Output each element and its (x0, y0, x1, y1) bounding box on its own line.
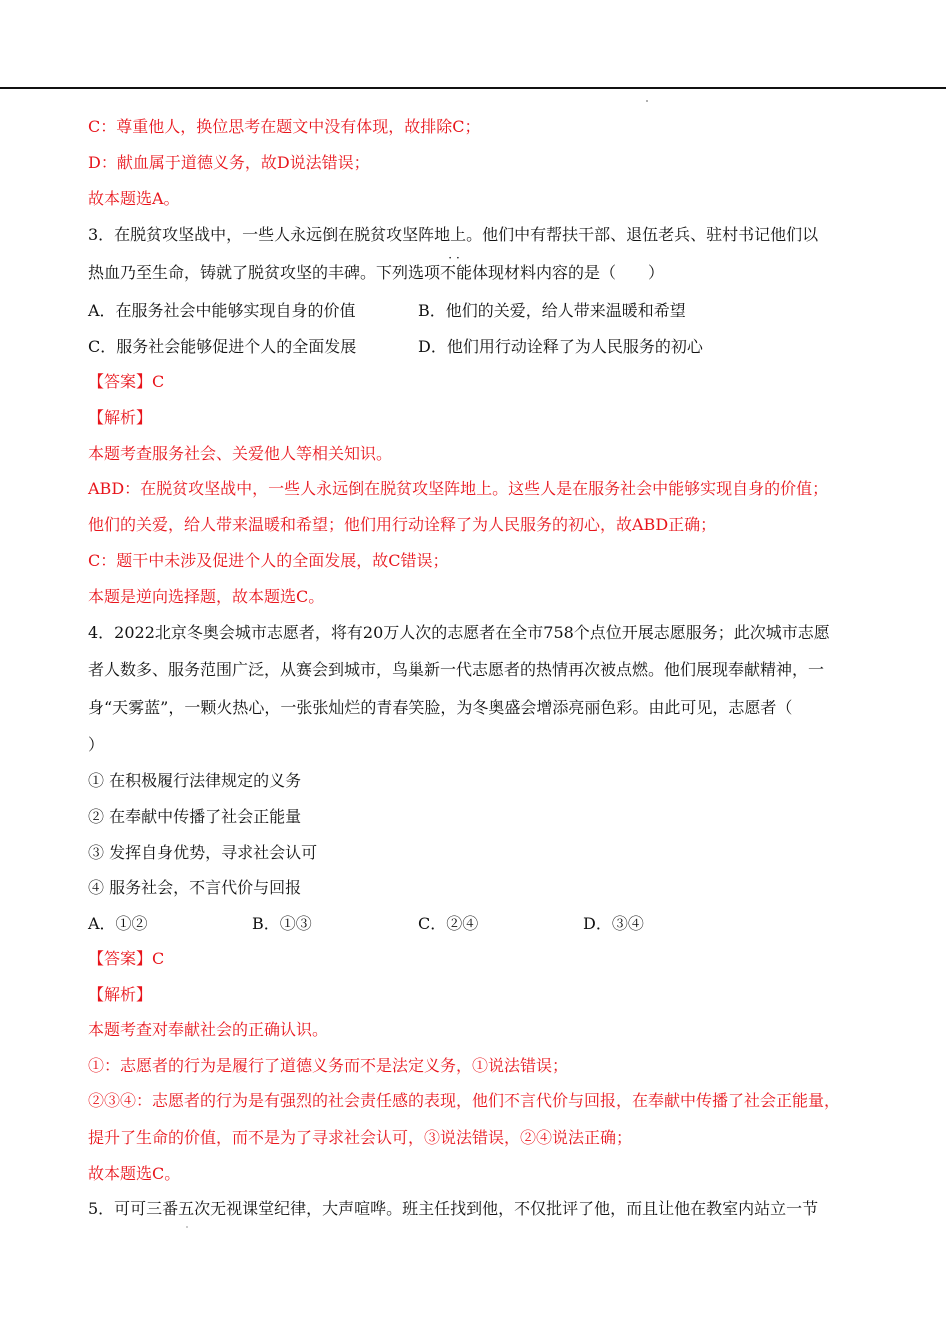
q4-option-c: C．②④ (418, 914, 479, 933)
q4-option-a: A．①② (88, 914, 148, 933)
q3-stem-line2 (88, 251, 665, 284)
q3-stem-line1: 3．在脱贫攻坚战中，一些人永远倒在脱贫攻坚阵地上。他们中有帮扶干部、退伍老兵、驻村书记他们以 (88, 225, 819, 244)
header-rule (0, 87, 946, 89)
q3-analysis-line: 本题考查服务社会、关爱他人等相关知识。 (88, 444, 393, 463)
q4-option-b: B．①③ (252, 914, 312, 933)
q3-answer: 【答案】C (88, 372, 165, 391)
q4-answer: 【答案】C (88, 949, 165, 968)
q3-option-b: B．他们的关爱，给人带来温暖和希望 (418, 301, 686, 320)
footer-dot (186, 1226, 188, 1228)
q4-stem-line: 者人数多、服务范围广泛，从赛会到城市，鸟巢新一代志愿者的热情再次被点燃。他们展现奉献精神，一 (88, 660, 825, 679)
q3-stem-after: 体现材料内容的是（ ） (472, 263, 665, 282)
q4-stem-line: 4．2022北京冬奥会城市志愿者，将有20万人次的志愿者在全市758个点位开展志愿服务；此次城市志愿 (88, 623, 830, 642)
q5-stem-line1: 5．可可三番五次无视课堂纪律，大声喧哗。班主任找到他，不仅批评了他，而且让他在教室内站立一节 (88, 1199, 819, 1218)
q3-analysis-line: 他们的关爱，给人带来温暖和希望；他们用行动诠释了为人民服务的初心，故ABD正确； (88, 515, 717, 534)
q3-analysis-line: C：题干中未涉及促进个人的全面发展，故C错误； (88, 551, 449, 570)
q3-analysis-line: 本题是逆向选择题，故本题选C。 (88, 587, 325, 606)
prev-conclusion: 故本题选A。 (88, 189, 180, 208)
q3-stem-before: 热血乃至生命，铸就了脱贫攻坚的丰碑。下列选项 (88, 263, 441, 282)
q3-option-a: A．在服务社会中能够实现自身的价值 (88, 301, 356, 320)
q4-analysis-line: ①：志愿者的行为是履行了道德义务而不是法定义务，①说法错误； (88, 1056, 569, 1075)
q3-emphasis-text: 不能 (440, 263, 473, 282)
q4-analysis-line: 本题考查对奉献社会的正确认识。 (88, 1020, 329, 1039)
prev-explanation-c: C：尊重他人，换位思考在题文中没有体现，故排除C； (88, 117, 481, 136)
q4-analysis-label: 【解析】 (88, 985, 153, 1004)
q3-emphasis (440, 251, 473, 284)
q4-stem-line: 身“天雾蓝”，一颗火热心，一张张灿烂的青春笑脸，为冬奥盛会增添亮丽色彩。由此可见，志愿者（ (88, 698, 793, 717)
q3-analysis-line: ABD：在脱贫攻坚战中，一些人永远倒在脱贫攻坚阵地上。这些人是在服务社会中能够实现自身的价值； (88, 479, 829, 498)
q4-statement: ② 在奉献中传播了社会正能量 (88, 807, 302, 826)
q3-option-c: C．服务社会能够促进个人的全面发展 (88, 337, 357, 356)
emphasis-dots: ·· (448, 251, 464, 265)
q4-analysis-line: 故本题选C。 (88, 1164, 181, 1183)
prev-explanation-d: D：献血属于道德义务，故D说法错误； (88, 153, 370, 172)
q4-analysis-line: 提升了生命的价值，而不是为了寻求社会认可，③说法错误，②④说法正确； (88, 1128, 633, 1147)
header-dot (646, 100, 648, 102)
q4-statement: ① 在积极履行法律规定的义务 (88, 771, 302, 790)
q3-analysis-label: 【解析】 (88, 408, 153, 427)
q4-statement: ④ 服务社会，不言代价与回报 (88, 878, 302, 897)
q4-stem-line: ） (88, 735, 105, 754)
q4-analysis-line: ②③④：志愿者的行为是有强烈的社会责任感的表现，他们不言代价与回报，在奉献中传播了社会正能量， (88, 1091, 841, 1110)
q3-option-d: D．他们用行动诠释了为人民服务的初心 (418, 337, 703, 356)
q4-statement: ③ 发挥自身优势，寻求社会认可 (88, 843, 318, 862)
q4-option-d: D．③④ (583, 914, 644, 933)
